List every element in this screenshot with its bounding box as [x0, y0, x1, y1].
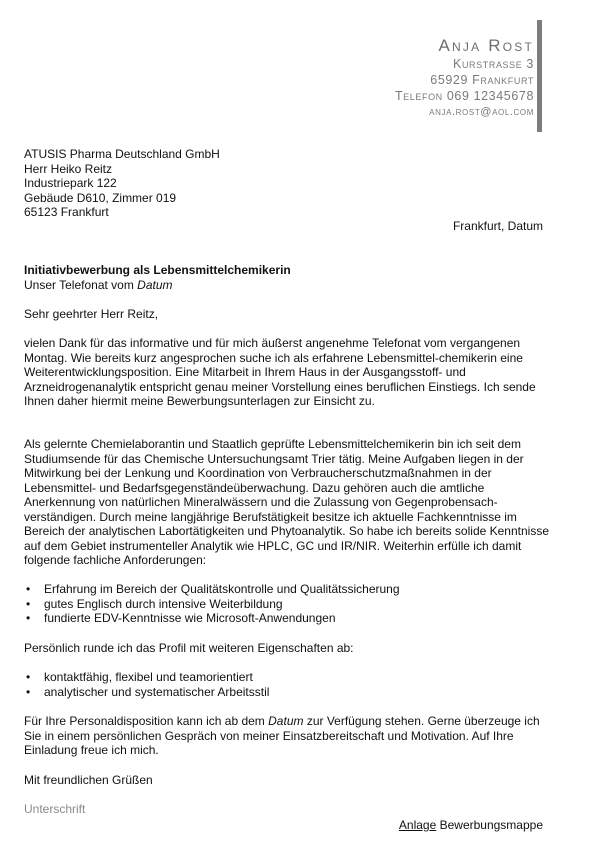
- closing: Mit freundlichen Grüßen: [24, 773, 153, 787]
- sender-name: Anja Rost: [438, 36, 534, 55]
- signature-placeholder: Unterschrift: [24, 802, 86, 816]
- subject-reference: [24, 278, 554, 293]
- enclosure-line: [399, 818, 543, 832]
- availability-date: Datum: [268, 714, 304, 728]
- personal-traits-list: [24, 670, 554, 699]
- paragraph-personal: Persönlich runde ich das Profil mit weiteren Eigenschaften ab:: [24, 641, 354, 655]
- sender-city: 65929 Frankfurt: [430, 73, 534, 87]
- list-item: • kontaktfähig, flexibel und teamorientiert: [24, 670, 554, 685]
- subject-title: Initiativbewerbung als Lebensmittelchemikerin: [24, 263, 291, 277]
- sender-email: anja.rost@aol.com: [429, 106, 534, 118]
- recipient-building: Gebäude D610, Zimmer 019: [24, 190, 177, 205]
- availability-text-end: zur Verfügung stehen. Gerne überzeuge ich Sie in einem persönlichen Gespräch von meiner Einsatzbereitschaft und Motivation. Auf Ihre Einladung freue ich mich.: [24, 714, 540, 757]
- list-item: • fundierte EDV-Kenntnisse wie Microsoft-Anwendungen: [24, 611, 554, 626]
- recipient-company: ATUSIS Pharma Deutschland GmbH: [24, 147, 220, 161]
- list-item: • Erfahrung im Bereich der Qualitätskontrolle und Qualitätssicherung: [24, 582, 554, 597]
- qualification-list: [24, 582, 554, 626]
- subject-reference-prefix: Unser Telefonat vom: [24, 277, 138, 292]
- salutation: Sehr geehrter Herr Reitz,: [24, 307, 159, 321]
- paragraph-experience: Als gelernte Chemielaborantin und Staatlich geprüfte Lebensmittelchemikerin bin ich seit dem Studiumsende für das Chemische Untersuchungsamt Trier tätig. Meine Aufgaben liegen in der Mitwirkung bei der Lenkung und Koordination von Verbraucherschutzmaßnahmen in der Lebensmittel- und Bedarfsgegenständeüberwachung. Dazu gehören auch die amtliche Anerkennung von natürlichen Mineralwässern und die Zulassung von Gegenprobensach-verständigen. Durch meine langjährige Berufstätigkeit besitze ich aktuelle Fachkenntnisse im Bereich der analytischen Labortätigkeiten und Phytoanalytik. So habe ich bereits solide Kenntnisse auf dem Gebiet instrumenteller Analytik wie HPLC, GC und IR/NIR. Weiterhin erfülle ich damit folgende fachliche Anforderungen:: [24, 437, 549, 567]
- recipient-city: 65123 Frankfurt: [24, 205, 109, 219]
- sender-accent-bar: [537, 20, 542, 132]
- sender-street: Kurstrasse 3: [453, 57, 534, 71]
- enclosure-label: Anlage: [398, 818, 437, 832]
- paragraph-availability: [24, 714, 554, 758]
- sender-block: [395, 36, 534, 120]
- subject-reference-date: Datum: [137, 277, 173, 292]
- recipient-street: Industriepark 122: [24, 176, 117, 190]
- date-line: Frankfurt, Datum: [452, 219, 543, 233]
- recipient-person: Herr Heiko Reitz: [24, 161, 113, 176]
- availability-text-start: Für Ihre Personaldisposition kann ich ab dem: [24, 714, 269, 728]
- list-item: • analytischer und systematischer Arbeitsstil: [24, 685, 554, 700]
- enclosure-text: Bewerbungsmappe: [436, 818, 543, 832]
- paragraph-intro: vielen Dank für das informative und für mich äußerst angenehme Telefonat vom vergangenen Montag. Wie bereits kurz angesprochen suche ich als erfahrene Lebensmittel-chemikerin eine Weiterentwicklungsposition. Eine Mitarbeit in Ihrem Haus in der Ausgangsstoff- und Arzneidrogenanalytik entspricht genau meiner Vorstellung eines beruflichen Einstiegs. Ich sende Ihnen daher hiermit meine Bewerbungsunterlagen zur Einsicht zu.: [24, 336, 536, 408]
- list-item: • gutes Englisch durch intensive Weiterbildung: [24, 597, 554, 612]
- subject-block: [24, 263, 554, 292]
- recipient-address: [24, 147, 554, 220]
- sender-phone: Telefon 069 12345678: [394, 89, 534, 103]
